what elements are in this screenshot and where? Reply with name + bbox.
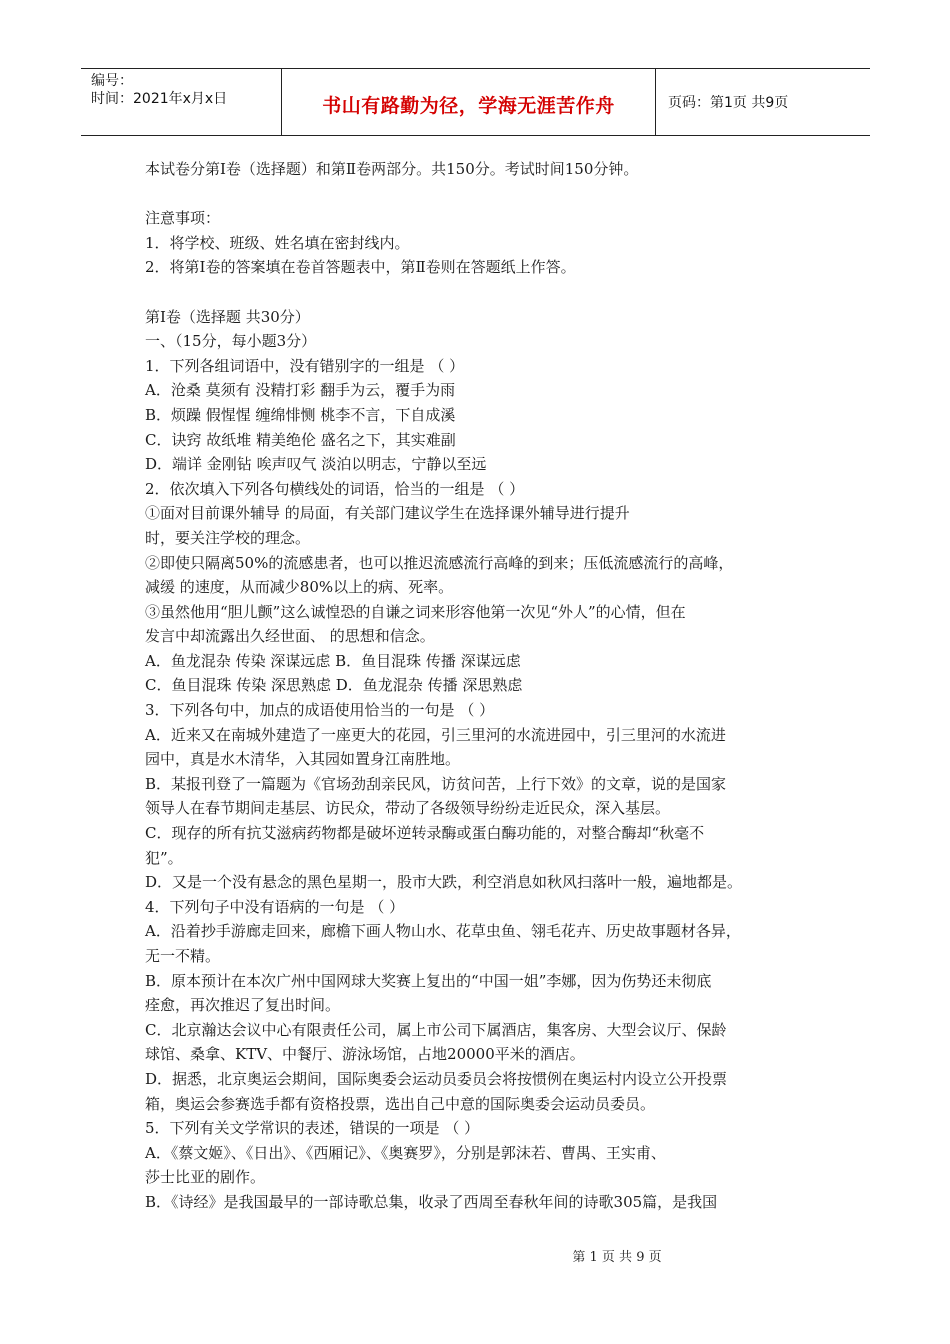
text-line: B．《诗经》是我国最早的一部诗歌总集，收录了西周至春秋年间的诗歌305篇，是我国: [145, 1192, 718, 1211]
text-line: ③虽然他用“胆儿颤”这么诚惶恐的自谦之词来形容他第一次见“外人”的心情，但在: [145, 602, 686, 621]
text-line: 一、（15分，每小题3分）: [145, 332, 317, 351]
text-line: 2．依次填入下列各句横线处的词语，恰当的一组是 （ ）: [145, 479, 525, 498]
page-header: [81, 68, 870, 136]
text-line: A．《蔡文姬》、《日出》、《西厢记》、《奥赛罗》，分别是郭沫若、曹禺、王实甫、: [145, 1143, 666, 1162]
footer-page-number: 第 1 页 共 9 页: [572, 1250, 662, 1265]
text-line: ②即使只隔离50%的流感患者，也可以推迟流感流行高峰的到来；压低流感流行的高峰，: [145, 553, 734, 572]
header-motto: 书山有路勤为径，学海无涯苦作舟: [282, 69, 656, 135]
text-line: 球馆、桑拿、KTV、中餐厅、游泳场馆，占地20000平米的酒店。: [145, 1045, 585, 1064]
header-meta: [81, 69, 282, 135]
text-line: 本试卷分第Ⅰ卷（选择题）和第Ⅱ卷两部分。共150分。考试时间150分钟。: [145, 160, 639, 178]
text-line: 无一不精。: [145, 947, 221, 965]
blank-line: [145, 280, 810, 305]
text-line: A．沧桑 莫须有 没精打彩 翻手为云，覆手为雨: [145, 381, 456, 400]
text-line: B．某报刊登了一篇题为《官场劲刮亲民风，访贫问苦，上行下效》的文章，说的是国家: [145, 774, 727, 793]
text-line: 犯”。: [145, 848, 183, 867]
document-body: [145, 157, 810, 1215]
document-time-label: 时间：2021年x月x日: [91, 91, 228, 107]
text-line: C．现存的所有抗艾滋病药物都是破坏逆转录酶或蛋白酶功能的，对整合酶却“秋毫不: [145, 824, 705, 843]
text-line: 4．下列句子中没有语病的一句是 （ ）: [145, 897, 405, 916]
text-line: D．据悉，北京奥运会期间，国际奥委会运动员委员会将按惯例在奥运村内设立公开投票: [145, 1069, 728, 1088]
text-line: 箱，奥运会参赛选手都有资格投票，选出自己中意的国际奥委会运动员委员。: [145, 1094, 656, 1113]
text-line: 园中，真是水木清华，入其园如置身江南胜地。: [145, 750, 461, 769]
text-line: 3．下列各句中，加点的成语使用恰当的一句是 （ ）: [145, 701, 495, 720]
text-line: 痊愈，再次推迟了复出时间。: [145, 996, 341, 1015]
text-line: ①面对目前课外辅导 的局面，有关部门建议学生在选择课外辅导进行提升: [145, 504, 630, 523]
header-page-number: 页码：第1页 共9页: [668, 95, 789, 111]
text-line: A．沿着抄手游廊走回来，廊檐下画人物山水、花草虫鱼、翎毛花卉、历史故事题材各异，: [145, 922, 741, 941]
text-line: C．鱼目混珠 传染 深思熟虑 D．鱼龙混杂 传播 深思熟虑: [145, 676, 523, 695]
text-line: C．诀窍 故纸堆 精美绝伦 盛名之下，其实难副: [145, 430, 456, 449]
blank-line: [145, 182, 810, 207]
text-line: C．北京瀚达会议中心有限责任公司，属上市公司下属酒店，集客房、大型会议厅、保龄: [145, 1020, 727, 1039]
text-line: 2．将第Ⅰ卷的答案填在卷首答题表中，第Ⅱ卷则在答题纸上作答。: [145, 258, 576, 277]
text-line: 莎士比亚的剧作。: [145, 1168, 266, 1187]
text-line: D．又是一个没有悬念的黑色星期一，股市大跌，利空消息如秋风扫落叶一般，遍地都是。: [145, 873, 743, 892]
text-line: A．近来又在南城外建造了一座更大的花园，引三里河的水流进园中，引三里河的水流进: [145, 725, 726, 744]
text-line: D．端详 金刚钻 唉声叹气 淡泊以明志，宁静以至远: [145, 455, 487, 474]
text-line: B．烦躁 假惺惺 缠绵悱恻 桃李不言，下自成溪: [145, 405, 456, 424]
text-line: 1．下列各组词语中，没有错别字的一组是 （ ）: [145, 356, 465, 375]
text-line: 发言中却流露出久经世面、 的思想和信念。: [145, 627, 435, 646]
text-line: 注意事项：: [145, 209, 221, 228]
text-line: 1．将学校、班级、姓名填在密封线内。: [145, 233, 410, 252]
text-line: 减缓 的速度，从而减少80%以上的病、死率。: [145, 578, 454, 597]
text-line: 时，要关注学校的理念。: [145, 528, 311, 547]
text-line: 5．下列有关文学常识的表述，错误的一项是 （ ）: [145, 1119, 480, 1138]
text-line: 领导人在春节期间走基层、访民众，带动了各级领导纷纷走近民众，深入基层。: [145, 799, 671, 818]
page-footer: [0, 1246, 950, 1265]
document-number-label: 编号：: [91, 73, 133, 89]
text-line: A．鱼龙混杂 传染 深谋远虑 B．鱼目混珠 传播 深谋远虑: [145, 651, 521, 670]
text-line: 第Ⅰ卷（选择题 共30分）: [145, 307, 310, 326]
text-line: B．原本预计在本次广州中国网球大奖赛上复出的“中国一姐”李娜，因为伤势还未彻底: [145, 971, 712, 990]
